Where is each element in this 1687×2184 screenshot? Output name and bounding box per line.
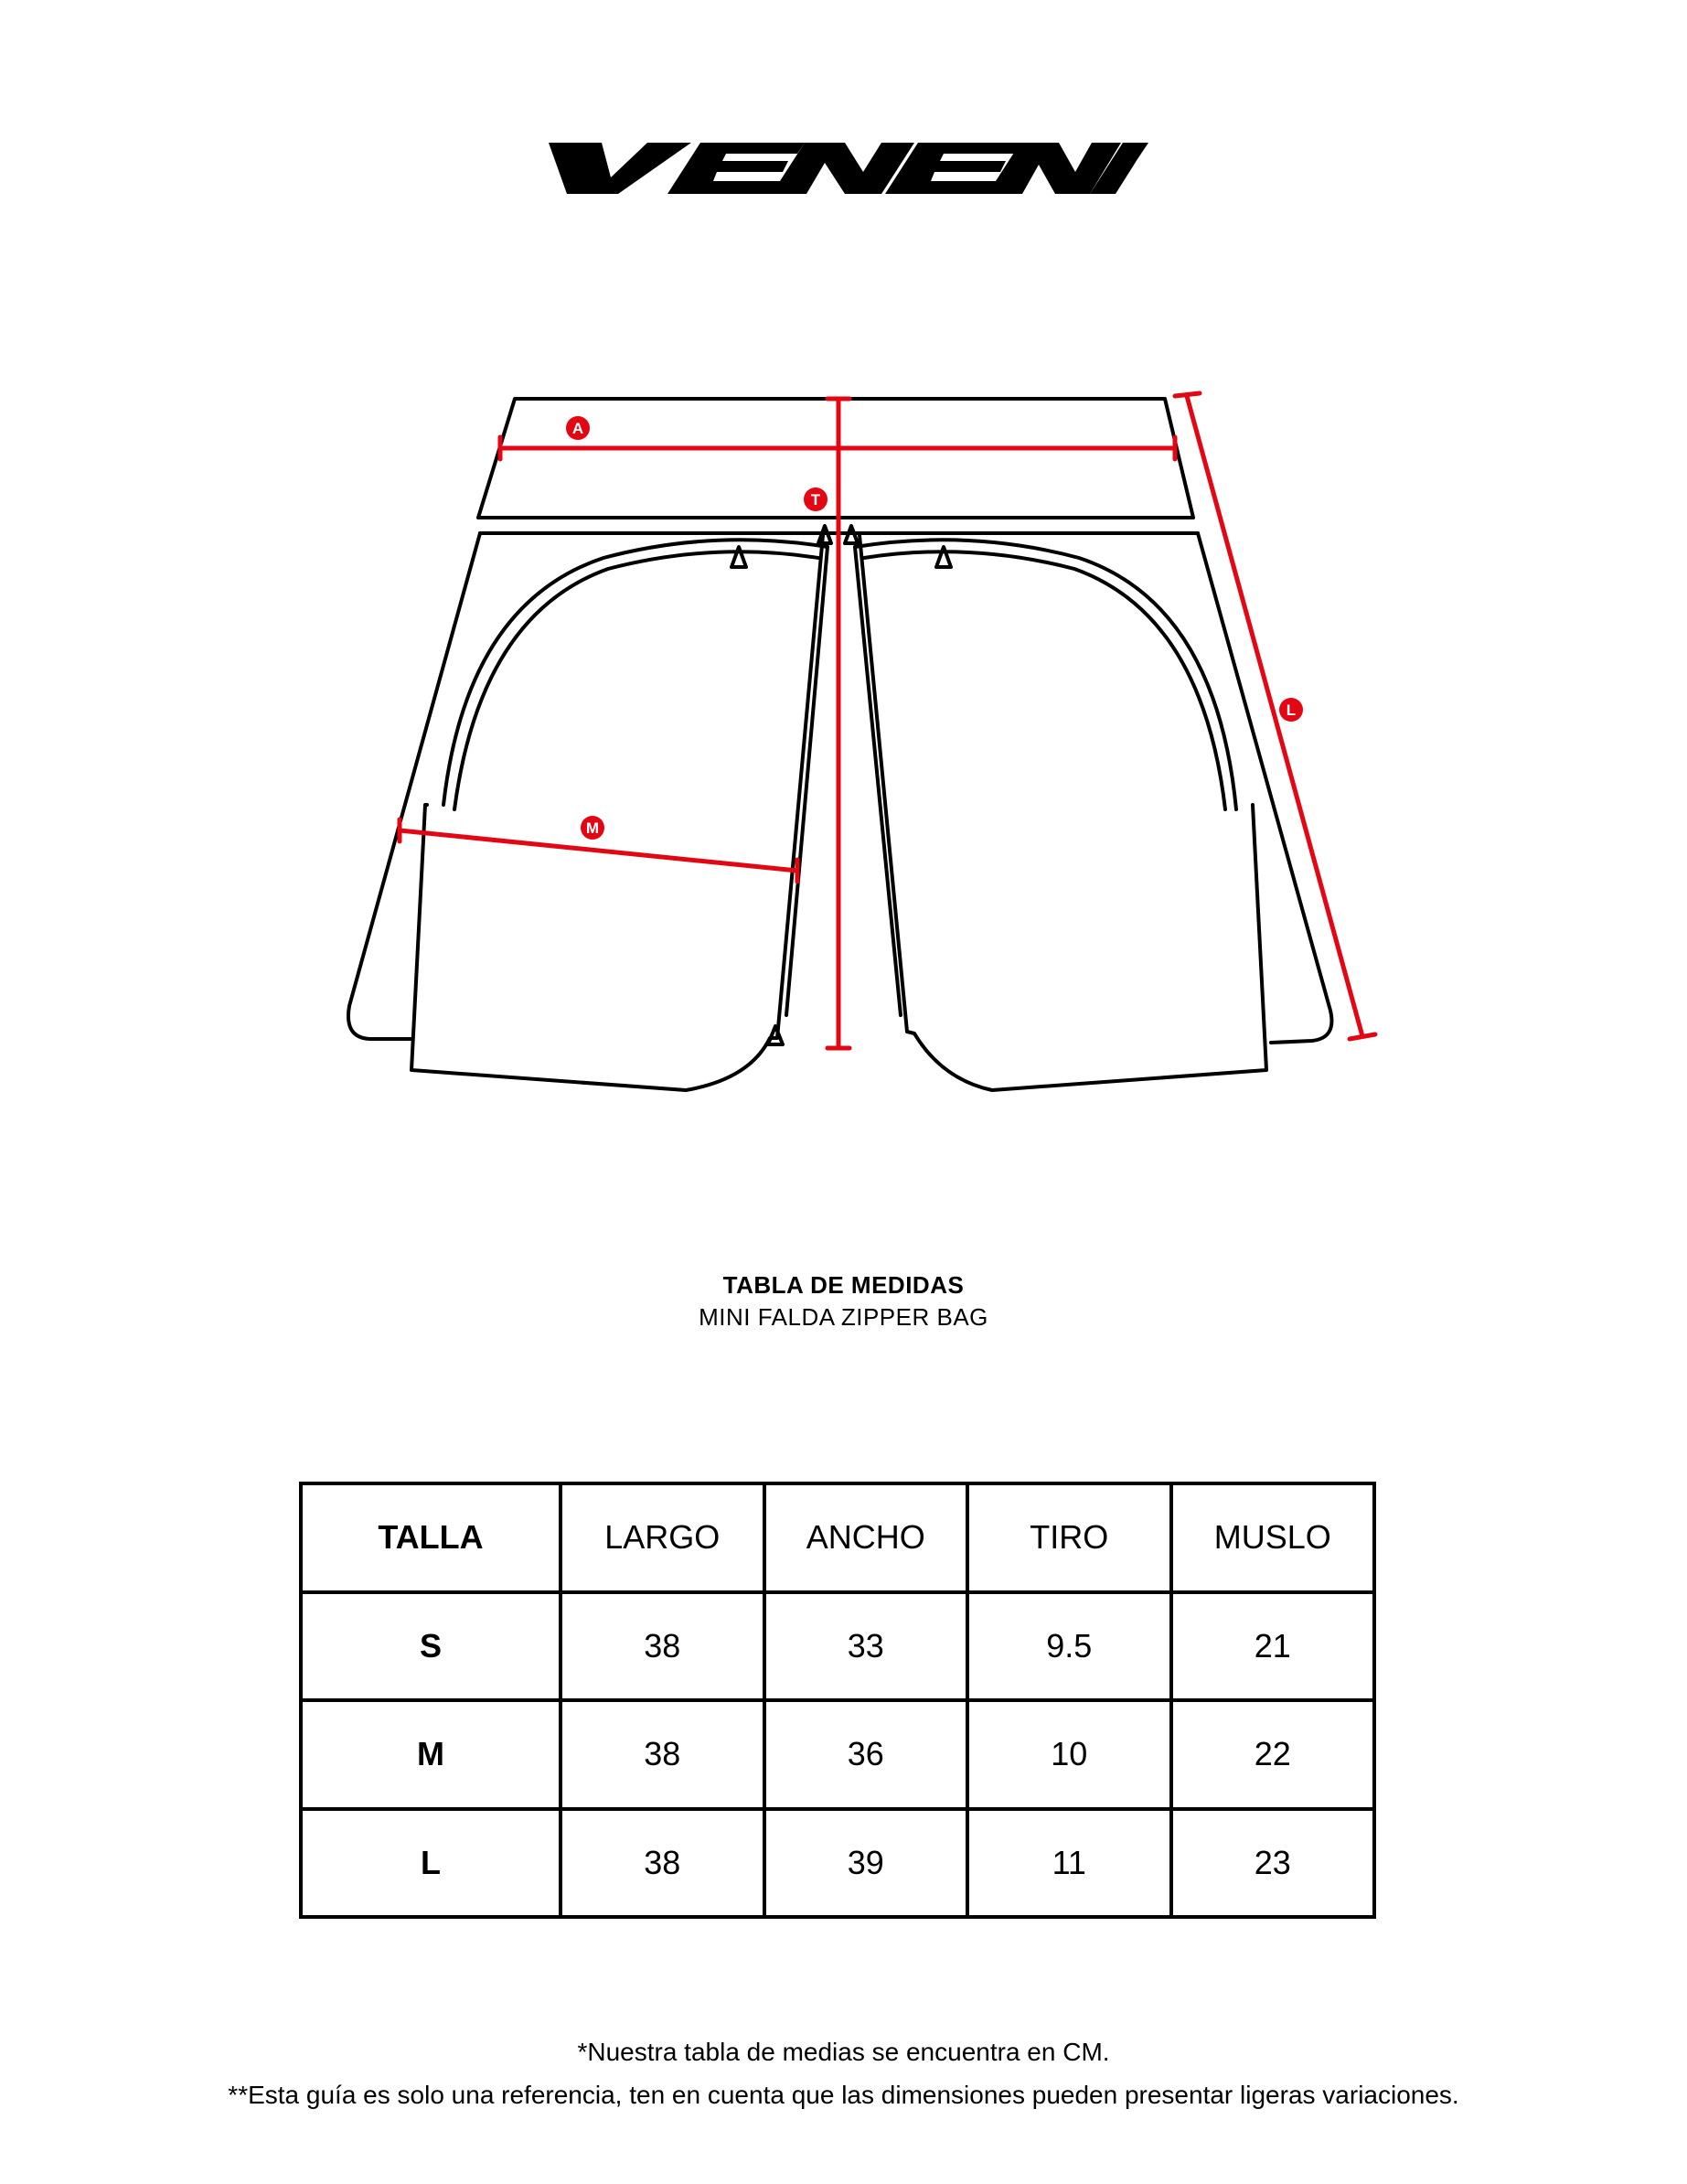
table-row — [301, 1700, 1374, 1809]
svg-text:A: A — [571, 420, 584, 437]
svg-text:L: L — [1286, 701, 1297, 719]
svg-text:M: M — [585, 819, 600, 837]
units-note: *Nuestra tabla de medias se encuentra en CM. — [577, 2038, 1110, 2066]
marker-a — [566, 416, 590, 440]
tiro-cell: 11 — [967, 1809, 1171, 1918]
header-talla: TALLA — [301, 1483, 561, 1592]
header-largo: LARGO — [561, 1483, 764, 1592]
tiro-cell: 9.5 — [967, 1592, 1171, 1701]
table-header-row — [301, 1483, 1374, 1592]
tiro-cell: 10 — [967, 1700, 1171, 1809]
disclaimer-note: **Esta guía es solo una referencia, ten en cuenta que las dimensiones pueden presentar ligeras variaciones. — [228, 2081, 1459, 2109]
largo-cell: 38 — [561, 1592, 764, 1701]
header-ancho: ANCHO — [764, 1483, 968, 1592]
size-cell: M — [301, 1700, 561, 1809]
header-tiro: TIRO — [967, 1483, 1171, 1592]
size-cell: S — [301, 1592, 561, 1701]
table-row — [301, 1809, 1374, 1918]
chart-title: TABLA DE MEDIDAS — [722, 1271, 965, 1299]
muslo-cell: 23 — [1171, 1809, 1375, 1918]
ancho-cell: 33 — [764, 1592, 968, 1701]
product-subtitle: MINI FALDA ZIPPER BAG — [699, 1303, 988, 1331]
size-cell: L — [301, 1809, 561, 1918]
marker-l — [1279, 698, 1303, 722]
marker-m — [581, 816, 604, 840]
svg-text:T: T — [810, 491, 821, 509]
marker-t — [804, 487, 827, 511]
measure-line-l — [1187, 396, 1362, 1036]
ancho-cell: 36 — [764, 1700, 968, 1809]
size-table — [299, 1482, 1376, 1919]
largo-cell: 38 — [561, 1700, 764, 1809]
ancho-cell: 39 — [764, 1809, 968, 1918]
muslo-cell: 21 — [1171, 1592, 1375, 1701]
largo-cell: 38 — [561, 1809, 764, 1918]
header-muslo: MUSLO — [1171, 1483, 1375, 1592]
muslo-cell: 22 — [1171, 1700, 1375, 1809]
table-row — [301, 1592, 1374, 1701]
